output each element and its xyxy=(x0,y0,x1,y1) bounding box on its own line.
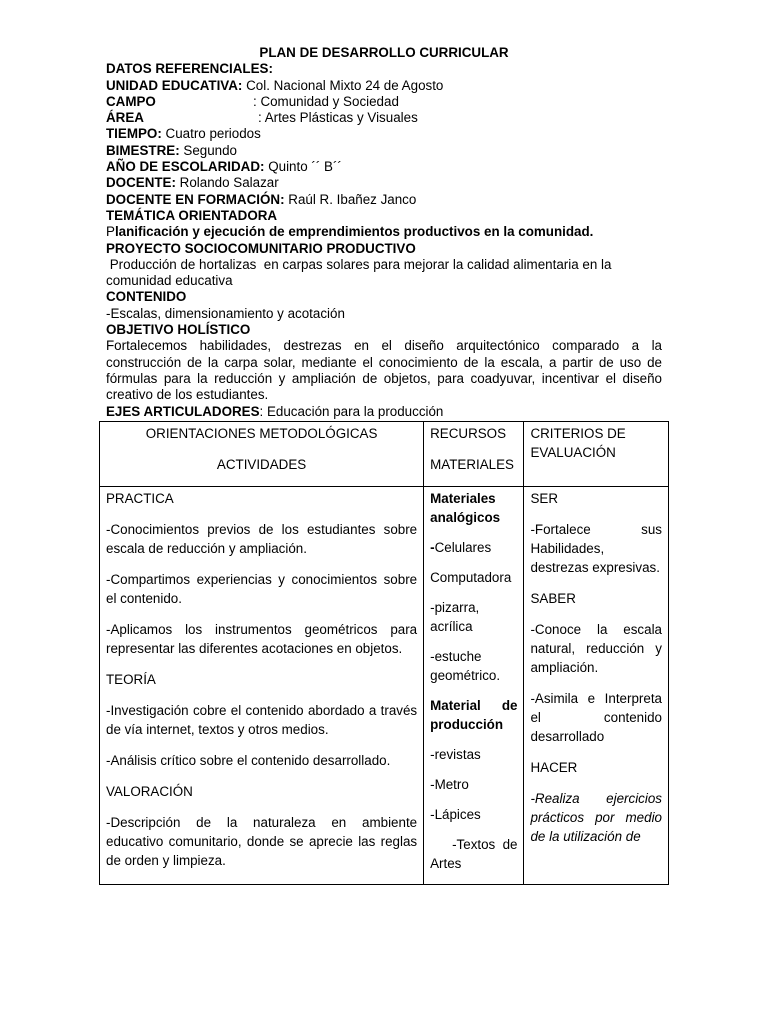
actividades-cell xyxy=(100,487,424,885)
area-label: ÁREA xyxy=(106,110,144,126)
tiempo-line xyxy=(106,126,662,142)
header-actividades-cell xyxy=(100,422,424,487)
campo-line xyxy=(106,94,662,110)
document-title: PLAN DE DESARROLLO CURRICULAR xyxy=(259,45,509,60)
recurso-item: -Textos de Artes xyxy=(430,837,521,871)
practica-item: -Aplicamos los instrumentos geométricos para representar las diferentes acotaciones en objetos. xyxy=(106,622,418,656)
saber-heading: SABER xyxy=(530,591,576,606)
bimestre-line xyxy=(106,143,662,159)
teoria-heading: TEORÍA xyxy=(106,672,156,687)
header-recursos: RECURSOS xyxy=(430,426,507,441)
valoracion-item: -Descripción de la naturaleza en ambiente educativo comunitario, donde se aprecie las reglas de orden y limpieza. xyxy=(106,815,418,868)
recurso-item: -Lápices xyxy=(430,807,481,822)
practica-item: -Compartimos experiencias y conocimientos sobre el contenido. xyxy=(106,572,418,606)
anio-value: Quinto ´´ B´´ xyxy=(268,159,342,175)
recurso-item: -revistas xyxy=(430,747,481,762)
teoria-item: -Investigación cobre el contenido abordado a través de vía internet, textos y otros medios. xyxy=(106,703,418,737)
datos-heading: DATOS REFERENCIALES: xyxy=(106,61,273,77)
table-row xyxy=(100,487,669,885)
practica-heading: PRACTICA xyxy=(106,491,174,506)
header-orientaciones: ORIENTACIONES METODOLÓGICAS xyxy=(145,426,378,441)
criterio-item: -Conoce la escala natural, reducción y ampliación. xyxy=(530,622,662,675)
campo-label: CAMPO xyxy=(106,93,156,109)
recurso-item: -pizarra, acrílica xyxy=(430,600,480,634)
practica-item: -Conocimientos previos de los estudiantes sobre escala de reducción y ampliación. xyxy=(106,522,418,556)
anio-label: AÑO DE ESCOLARIDAD: xyxy=(106,159,265,175)
ser-heading: SER xyxy=(530,491,559,506)
recurso-item xyxy=(430,538,517,557)
contenido-heading: CONTENIDO xyxy=(106,289,187,305)
unidad-label: UNIDAD EDUCATIVA: xyxy=(106,77,243,93)
proyecto-heading: PROYECTO SOCIOCOMUNITARIO PRODUCTIVO xyxy=(106,240,416,256)
plan-table xyxy=(99,421,669,885)
header-criterios: CRITERIOS DE EVALUACIÓN xyxy=(530,426,626,460)
materiales-analogicos-heading: Materiales analógicos xyxy=(430,491,501,525)
teoria-item: -Análisis crítico sobre el contenido desarrollado. xyxy=(106,753,391,768)
document-page xyxy=(106,45,662,420)
recursos-cell xyxy=(424,487,524,885)
docente-label: DOCENTE: xyxy=(106,175,176,191)
unidad-line xyxy=(106,78,662,94)
recurso-item: Computadora xyxy=(430,570,512,585)
recurso-item: -estuche geométrico. xyxy=(430,649,501,683)
tematica-heading: TEMÁTICA ORIENTADORA xyxy=(106,207,278,223)
tiempo-label: TIEMPO: xyxy=(106,126,162,142)
tematica-rest: lanificación y ejecución de emprendimientos productivos en la comunidad. xyxy=(114,224,594,240)
ejes-line xyxy=(106,404,662,420)
contenido-text: -Escalas, dimensionamiento y acotación xyxy=(106,305,345,321)
tiempo-value: Cuatro periodos xyxy=(165,126,261,142)
area-value: : Artes Plásticas y Visuales xyxy=(258,110,418,126)
campo-value: : Comunidad y Sociedad xyxy=(253,93,399,109)
tematica-first-letter: P xyxy=(106,224,115,240)
header-materiales: MATERIALES xyxy=(430,457,514,472)
criterio-item: -Realiza ejercicios prácticos por medio de la utilización de xyxy=(530,791,662,844)
tematica-text xyxy=(106,224,662,240)
header-criterios-cell xyxy=(524,422,669,487)
anio-line xyxy=(106,159,662,175)
hacer-heading: HACER xyxy=(530,760,578,775)
criterio-item: -Fortalece sus Habilidades, destrezas expresivas. xyxy=(530,522,662,575)
objetivo-text: Fortalecemos habilidades, destrezas en el diseño arquitectónico comparado a la construcción de la carpa solar, mediante el conocimiento de la escala, a partir de uso de fórmulas para la reducción y ampliación de objetos, para coadyuvar, incentivar el diseño creativo de los estudiantes. xyxy=(106,338,662,403)
bimestre-value: Segundo xyxy=(183,142,238,158)
criterios-cell xyxy=(524,487,669,885)
table-header-row xyxy=(100,422,669,487)
docente-value: Rolando Salazar xyxy=(179,175,279,191)
bimestre-label: BIMESTRE: xyxy=(106,142,180,158)
recurso-item: -Metro xyxy=(430,777,469,792)
header-recursos-cell xyxy=(424,422,524,487)
ejes-label: EJES ARTICULADORES xyxy=(106,403,260,419)
ejes-value: : Educación para la producción xyxy=(259,403,444,419)
formacion-line xyxy=(106,192,662,208)
formacion-value: Raúl R. Ibañez Janco xyxy=(288,191,417,207)
unidad-value: Col. Nacional Mixto 24 de Agosto xyxy=(246,77,444,93)
proyecto-text: Producción de hortalizas en carpas solares para mejorar la calidad alimentaria en la comunidad educativa xyxy=(106,256,616,289)
valoracion-heading: VALORACIÓN xyxy=(106,784,193,799)
area-line xyxy=(106,110,662,126)
header-actividades: ACTIVIDADES xyxy=(216,457,307,472)
objetivo-heading: OBJETIVO HOLÍSTICO xyxy=(106,322,251,338)
docente-line xyxy=(106,175,662,191)
formacion-label: DOCENTE EN FORMACIÓN: xyxy=(106,191,285,207)
criterio-item: -Asimila e Interpreta el contenido desarrollado xyxy=(530,691,662,744)
recurso-celulares: Celulares xyxy=(434,540,492,555)
recurso-dash: - xyxy=(430,540,435,555)
material-produccion-heading: Material de producción xyxy=(430,698,518,732)
